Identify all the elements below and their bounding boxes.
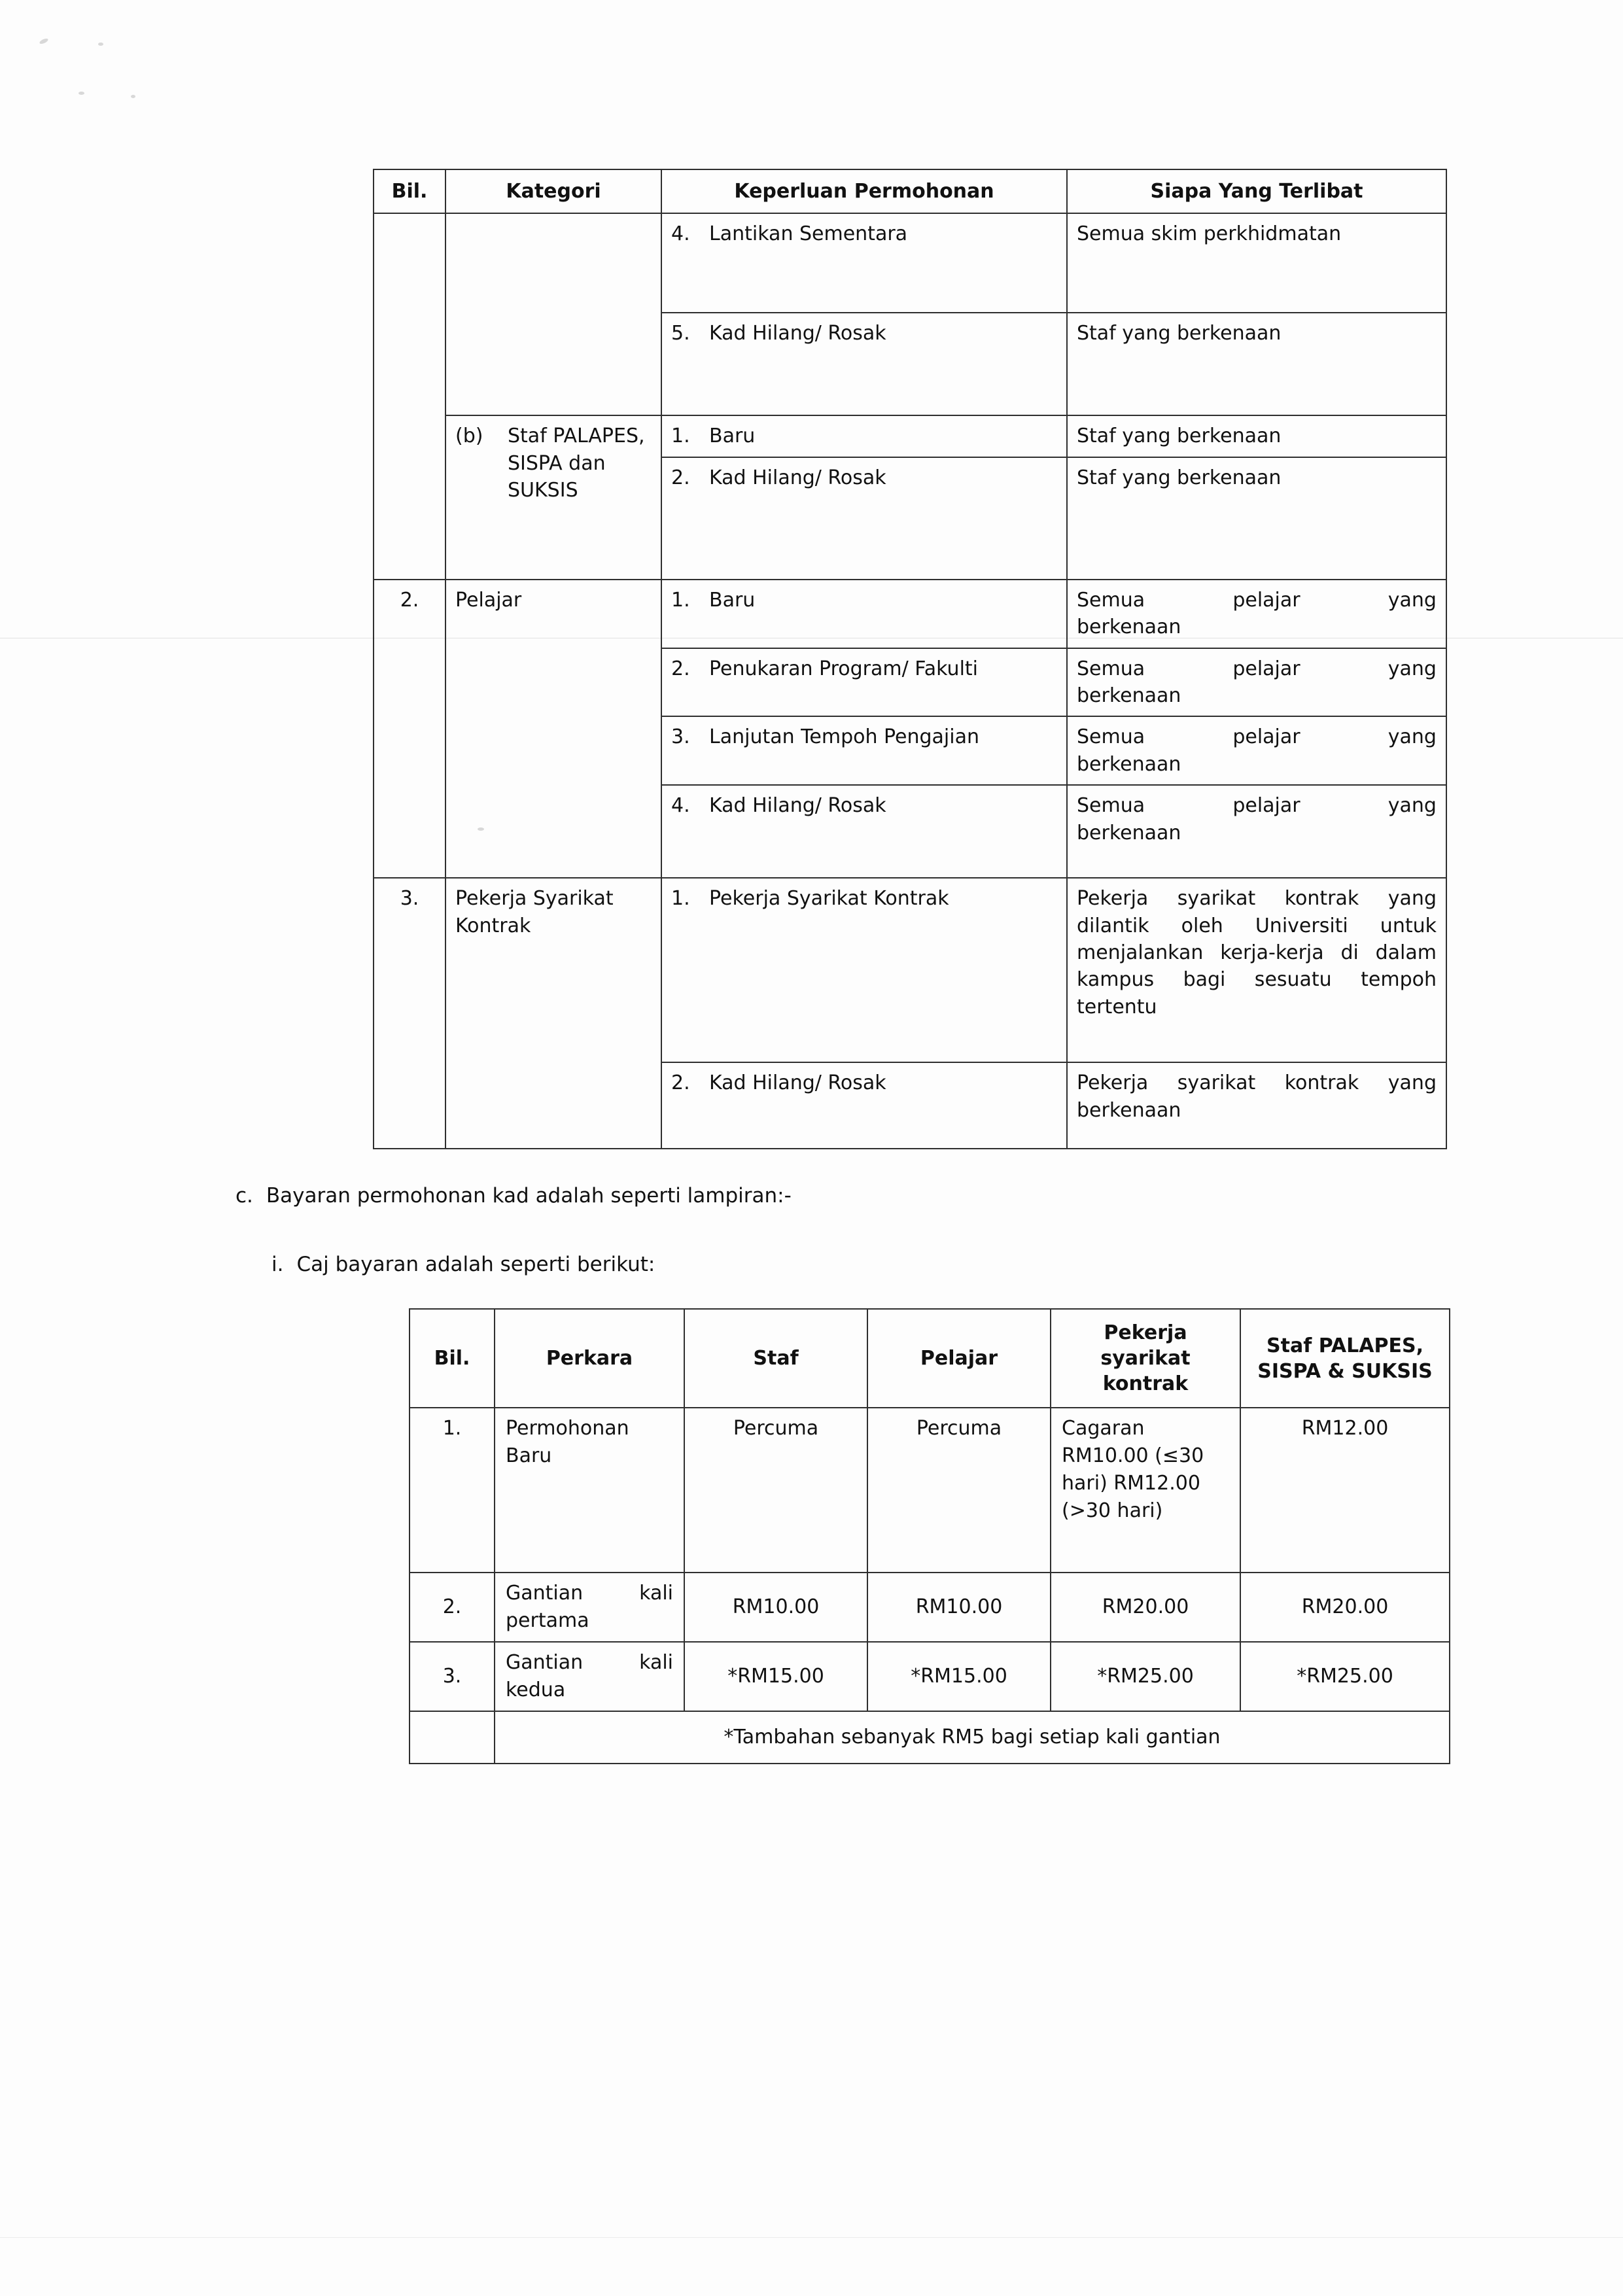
terlibat-word: pelajar — [1232, 725, 1300, 749]
terlibat-word: berkenaan — [1077, 684, 1181, 707]
cell-kontrak: Cagaran RM10.00 (≤30 hari) RM12.00 (>30 hari) — [1051, 1408, 1240, 1573]
cell-palapes: *RM25.00 — [1240, 1642, 1450, 1711]
column-header-bil: Bil. — [374, 169, 445, 213]
cell-bil — [374, 313, 445, 415]
cell-keperluan — [661, 415, 1067, 457]
paragraph-c-text: Bayaran permohonan kad adalah seperti lampiran:- — [266, 1184, 792, 1208]
cell-terlibat: Staf yang berkenaan — [1067, 457, 1446, 580]
cell-bil: 3. — [410, 1642, 495, 1711]
cell-perkara: Permohonan Baru — [495, 1408, 684, 1573]
cell-keperluan — [661, 457, 1067, 580]
cell-kontrak: *RM25.00 — [1051, 1642, 1240, 1711]
perkara-word: kedua — [506, 1679, 566, 1701]
terlibat-word: yang — [1387, 725, 1437, 749]
cell-bil — [374, 213, 445, 313]
cell-terlibat — [1067, 716, 1446, 785]
list-text: Kad Hilang/ Rosak — [709, 466, 886, 489]
list-text: Baru — [709, 588, 756, 612]
terlibat-word: yang — [1387, 657, 1437, 680]
cell-kategori: Pelajar — [445, 580, 661, 878]
caj-bayaran-table — [409, 1308, 1450, 1764]
table-row — [410, 1573, 1450, 1642]
perkara-word: kali — [639, 1582, 673, 1605]
list-text: Kad Hilang/ Rosak — [709, 322, 886, 345]
cell-terlibat — [1067, 785, 1446, 878]
table-row — [374, 415, 1446, 457]
scan-speck — [98, 43, 103, 46]
terlibat-word: yang — [1387, 794, 1437, 818]
terlibat-word: pelajar — [1232, 794, 1300, 818]
column-header-perkara: Perkara — [495, 1309, 684, 1408]
perkara-word: Gantian — [506, 1582, 584, 1605]
cell-terlibat — [1067, 580, 1446, 648]
column-header-bil: Bil. — [410, 1309, 495, 1408]
list-number: 5. — [671, 322, 690, 345]
kategori-label: (b) — [455, 425, 483, 448]
terlibat-word: berkenaan — [1077, 752, 1181, 776]
scan-speck — [131, 95, 135, 98]
table-row — [374, 313, 1446, 415]
cell-staf: RM10.00 — [684, 1573, 867, 1642]
terlibat-word: Semua — [1077, 657, 1145, 680]
table-row — [374, 213, 1446, 313]
list-text: Lanjutan Tempoh Pengajian — [709, 725, 979, 749]
cell-bil: 1. — [410, 1408, 495, 1573]
cell-bil: 2. — [374, 580, 445, 878]
scan-speck — [39, 37, 48, 44]
table-row — [410, 1642, 1450, 1711]
terlibat-word: Semua — [1077, 794, 1145, 818]
cell-kategori — [445, 415, 661, 579]
cell-keperluan — [661, 648, 1067, 717]
cell-terlibat: Pekerja syarikat kontrak yang dilantik oleh Universiti untuk menjalankan kerja-kerja di dalam kampus bagi sesuatu tempoh tertentu — [1067, 878, 1446, 1062]
table-header-row — [374, 169, 1446, 213]
list-number: 1. — [671, 588, 690, 612]
cell-terlibat: Pekerja syarikat kontrak yang berkenaan — [1067, 1062, 1446, 1149]
column-header-staf-palapes: Staf PALAPES, SISPA & SUKSIS — [1240, 1309, 1450, 1408]
terlibat-word: pelajar — [1232, 588, 1300, 612]
terlibat-word: berkenaan — [1077, 821, 1181, 844]
list-text: Baru — [709, 425, 756, 448]
list-number: 2. — [671, 1071, 690, 1095]
cell-keperluan — [661, 213, 1067, 313]
list-text: Lantikan Sementara — [709, 222, 908, 246]
column-header-kategori: Kategori — [445, 169, 661, 213]
column-header-pelajar: Pelajar — [867, 1309, 1051, 1408]
list-number: 1. — [671, 887, 690, 911]
cell-kategori — [445, 213, 661, 313]
table-footnote: *Tambahan sebanyak RM5 bagi setiap kali gantian — [495, 1711, 1450, 1764]
cell-staf: Percuma — [684, 1408, 867, 1573]
cell-terlibat: Semua skim perkhidmatan — [1067, 213, 1446, 313]
cell-keperluan — [661, 580, 1067, 648]
cell-keperluan — [661, 716, 1067, 785]
list-text: Kad Hilang/ Rosak — [709, 1071, 886, 1095]
column-header-keperluan: Keperluan Permohonan — [661, 169, 1067, 213]
cell-terlibat — [1067, 648, 1446, 717]
cell-keperluan — [661, 1062, 1067, 1149]
list-text: Kad Hilang/ Rosak — [709, 794, 886, 818]
cell-pelajar: *RM15.00 — [867, 1642, 1051, 1711]
list-number: 1. — [671, 425, 690, 448]
cell-empty — [410, 1711, 495, 1764]
table-row — [374, 878, 1446, 1062]
terlibat-word: pelajar — [1232, 657, 1300, 680]
paragraph-i-marker: i. — [271, 1253, 284, 1276]
list-text: Penukaran Program/ Fakulti — [709, 657, 979, 680]
paragraph-i — [271, 1253, 655, 1276]
terlibat-word: Semua — [1077, 588, 1145, 612]
cell-kontrak: RM20.00 — [1051, 1573, 1240, 1642]
cell-kategori — [445, 313, 661, 415]
paragraph-c-marker: c. — [236, 1184, 253, 1208]
perkara-word: Gantian — [506, 1651, 584, 1674]
scan-speck — [79, 92, 84, 95]
cell-keperluan — [661, 313, 1067, 415]
cell-bil: 3. — [374, 878, 445, 1149]
cell-bil: 2. — [410, 1573, 495, 1642]
cell-kategori: Pekerja Syarikat Kontrak — [445, 878, 661, 1149]
column-header-staf: Staf — [684, 1309, 867, 1408]
list-number: 4. — [671, 222, 690, 246]
table-row — [374, 580, 1446, 648]
table-header-row — [410, 1309, 1450, 1408]
table-row — [410, 1408, 1450, 1573]
column-header-pekerja-kontrak: Pekerja syarikat kontrak — [1051, 1309, 1240, 1408]
cell-bil — [374, 415, 445, 457]
cell-terlibat: Staf yang berkenaan — [1067, 313, 1446, 415]
list-number: 3. — [671, 725, 690, 749]
cell-perkara — [495, 1642, 684, 1711]
cell-palapes: RM12.00 — [1240, 1408, 1450, 1573]
table-row-footnote — [410, 1711, 1450, 1764]
cell-bil — [374, 457, 445, 580]
perkara-word: kali — [639, 1651, 673, 1674]
scan-line — [0, 2237, 1623, 2238]
column-header-terlibat: Siapa Yang Terlibat — [1067, 169, 1446, 213]
cell-palapes: RM20.00 — [1240, 1573, 1450, 1642]
cell-pelajar: RM10.00 — [867, 1573, 1051, 1642]
cell-staf: *RM15.00 — [684, 1642, 867, 1711]
list-text: Pekerja Syarikat Kontrak — [709, 887, 949, 911]
paragraph-i-text: Caj bayaran adalah seperti berikut: — [296, 1253, 655, 1276]
cell-keperluan — [661, 878, 1067, 1062]
cell-keperluan — [661, 785, 1067, 878]
kategori-keperluan-table — [373, 169, 1447, 1149]
terlibat-word: yang — [1387, 588, 1437, 612]
terlibat-word: Semua — [1077, 725, 1145, 749]
list-number: 2. — [671, 466, 690, 489]
cell-pelajar: Percuma — [867, 1408, 1051, 1573]
kategori-text: Staf PALAPES, SISPA dan SUKSIS — [508, 425, 645, 502]
cell-terlibat: Staf yang berkenaan — [1067, 415, 1446, 457]
list-number: 2. — [671, 657, 690, 680]
paragraph-c — [236, 1184, 792, 1208]
terlibat-word: berkenaan — [1077, 616, 1181, 639]
list-number: 4. — [671, 794, 690, 818]
perkara-word: pertama — [506, 1609, 589, 1632]
cell-perkara — [495, 1573, 684, 1642]
